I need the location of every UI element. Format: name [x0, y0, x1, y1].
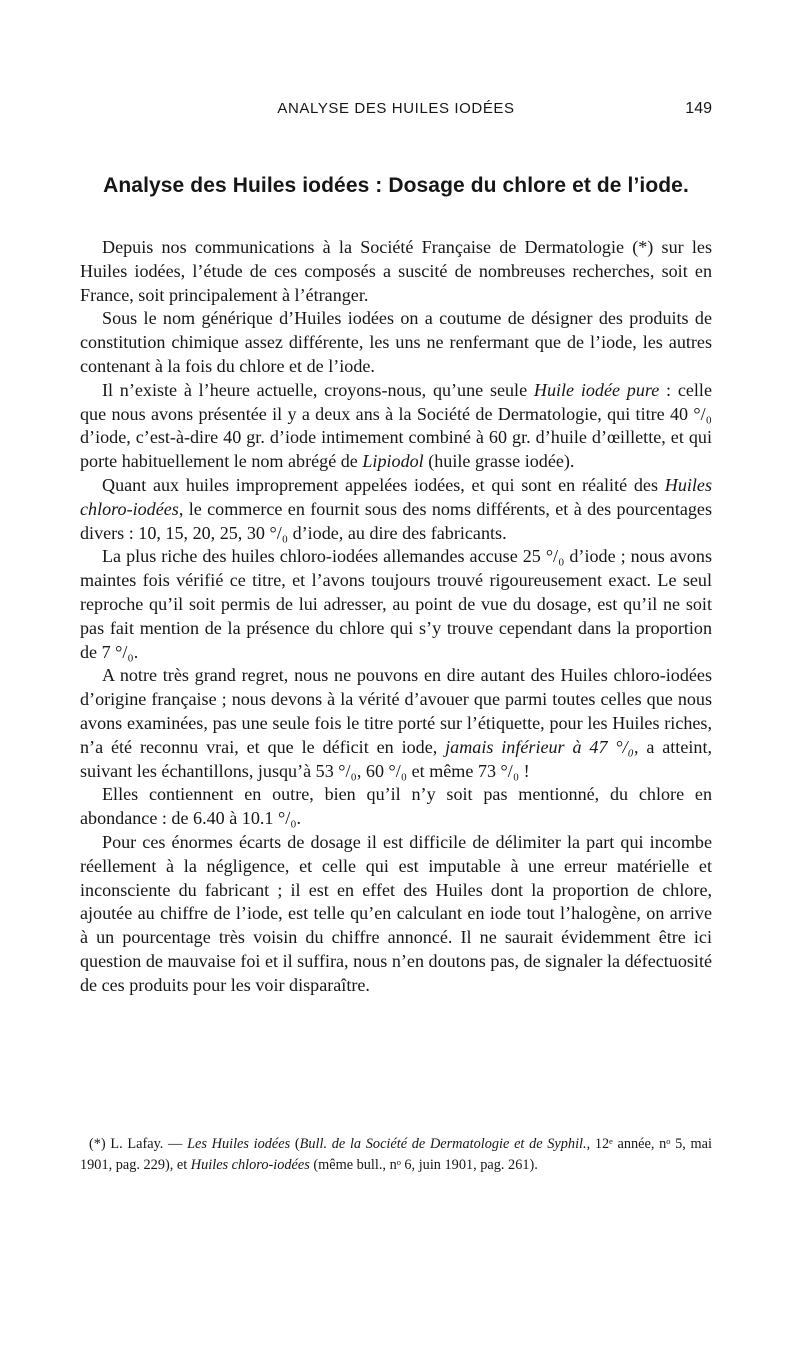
- text-segment: Depuis nos communications à la Société Française de Dermatologie (*) sur les Huiles iodées, l’étude de ces composés a suscité de nombreuses recherches, soit en France, soit principalement à l’étranger.: [80, 237, 712, 305]
- paragraph-7: [80, 783, 712, 831]
- running-title: ANALYSE DES HUILES IODÉES: [277, 100, 515, 117]
- italic-term: Bull. de la Société de Dermatologie et de Syphil.: [299, 1136, 587, 1152]
- text-segment: Pour ces énormes écarts de dosage il est difficile de délimiter la part qui incombe réellement à la négligence, et celle qui est imputable à une erreur matérielle et inconsciente du fabricant ; il est en effet des Huiles dont la proportion de chlore, ajoutée au chiffre de l’iode, est telle qu’en calculant en iode tout l’halogène, on arrive à un pourcentage très voisin du chiffre annoncé. Il ne saurait évidemment être ici question de mauvaise foi et il suffira, nous n’en doutons pas, de signaler la défectuosité de ces produits pour les voir disparaître.: [80, 831, 712, 995]
- text-segment: (*) L. Lafay. —: [89, 1136, 188, 1152]
- paragraph-1: [80, 236, 712, 307]
- text-segment: Elles contiennent en outre, bien qu’il n’y soit pas mentionné, du chlore en abondance : de 6.40 à 10.1 °/₀.: [80, 784, 712, 829]
- text-segment: , a atteint, suivant les échantillons, jusqu’à 53 °/₀, 60 °/₀ et même 73 °/₀ !: [80, 736, 712, 781]
- text-segment: Il n’existe à l’heure actuelle, croyons-nous, qu’une seule: [102, 379, 534, 400]
- italic-term: Huiles chloro-iodées: [80, 474, 712, 519]
- page-number: 149: [685, 100, 712, 117]
- italic-term: Les Huiles iodées: [187, 1136, 291, 1152]
- paragraph-3: [80, 379, 712, 474]
- text-segment: : celle que nous avons présentée il y a deux ans à la Société de Dermatologie, qui titre 40 °/₀ d’iode, c’est-à-dire 40 gr. d’iode intimement combiné à 60 gr. d’huile d’œillette, et qui porte habituellement le nom abrégé de: [80, 379, 712, 472]
- text-segment: (: [290, 1136, 300, 1152]
- paragraph-6: [80, 664, 712, 783]
- text-segment: A notre très grand regret, nous ne pouvons en dire autant des Huiles chloro-iodées d’origine française ; nous devons à la vérité d’avouer que parmi toutes celles que nous avons examinées, pas une seule fois le titre porté sur l’étiquette, pour les Huiles riches, n’a été reconnu vrai, et que le déficit en iode,: [80, 665, 712, 757]
- article-body: [80, 236, 712, 998]
- paragraph-5: [80, 545, 712, 664]
- paragraph-2: [80, 307, 712, 378]
- italic-term: jamais inférieur à 47 °/₀: [445, 736, 634, 757]
- italic-term: Huiles chloro-iodées: [190, 1157, 310, 1173]
- paragraph-4: [80, 474, 712, 545]
- article-title: Analyse des Huiles iodées : Dosage du chlore et de l’iode.: [103, 174, 689, 197]
- text-segment: La plus riche des huiles chloro-iodées allemandes accuse 25 °/₀ d’iode ; nous avons maintes fois vérifié ce titre, et l’avons toujours trouvé rigoureusement exact. Le seul reproche qu’il soit permis de lui adresser, au point de vue du dosage, est qu’il ne soit pas fait mention de la présence du chlore qui s’y trouve cependant dans la proportion de 7 °/₀.: [80, 546, 712, 662]
- italic-term: Lipiodol: [362, 451, 424, 472]
- paragraph-8: [80, 831, 712, 998]
- text-segment: , le commerce en fournit sous des noms différents, et à des pourcentages divers : 10, 15, 20, 25, 30 °/₀ d’iode, au dire des fabricants.: [80, 498, 712, 543]
- text-segment: , 12ᵉ année, nᵒ 5, mai 1901, pag. 229), et: [80, 1136, 712, 1173]
- text-segment: Sous le nom générique d’Huiles iodées on a coutume de désigner des produits de constitution chimique assez différente, les uns ne renfermant que de l’iode, les autres contenant à la fois du chlore et de l’iode.: [80, 308, 712, 376]
- text-segment: Quant aux huiles improprement appelées iodées, et qui sont en réalité des: [102, 474, 665, 495]
- text-segment: (même bull., nᵒ 6, juin 1901, pag. 261).: [309, 1157, 538, 1173]
- footnote: [80, 1134, 712, 1176]
- running-head: [80, 100, 712, 124]
- text-segment: (huile grasse iodée).: [423, 451, 575, 472]
- italic-term: Huile iodée pure: [533, 379, 660, 400]
